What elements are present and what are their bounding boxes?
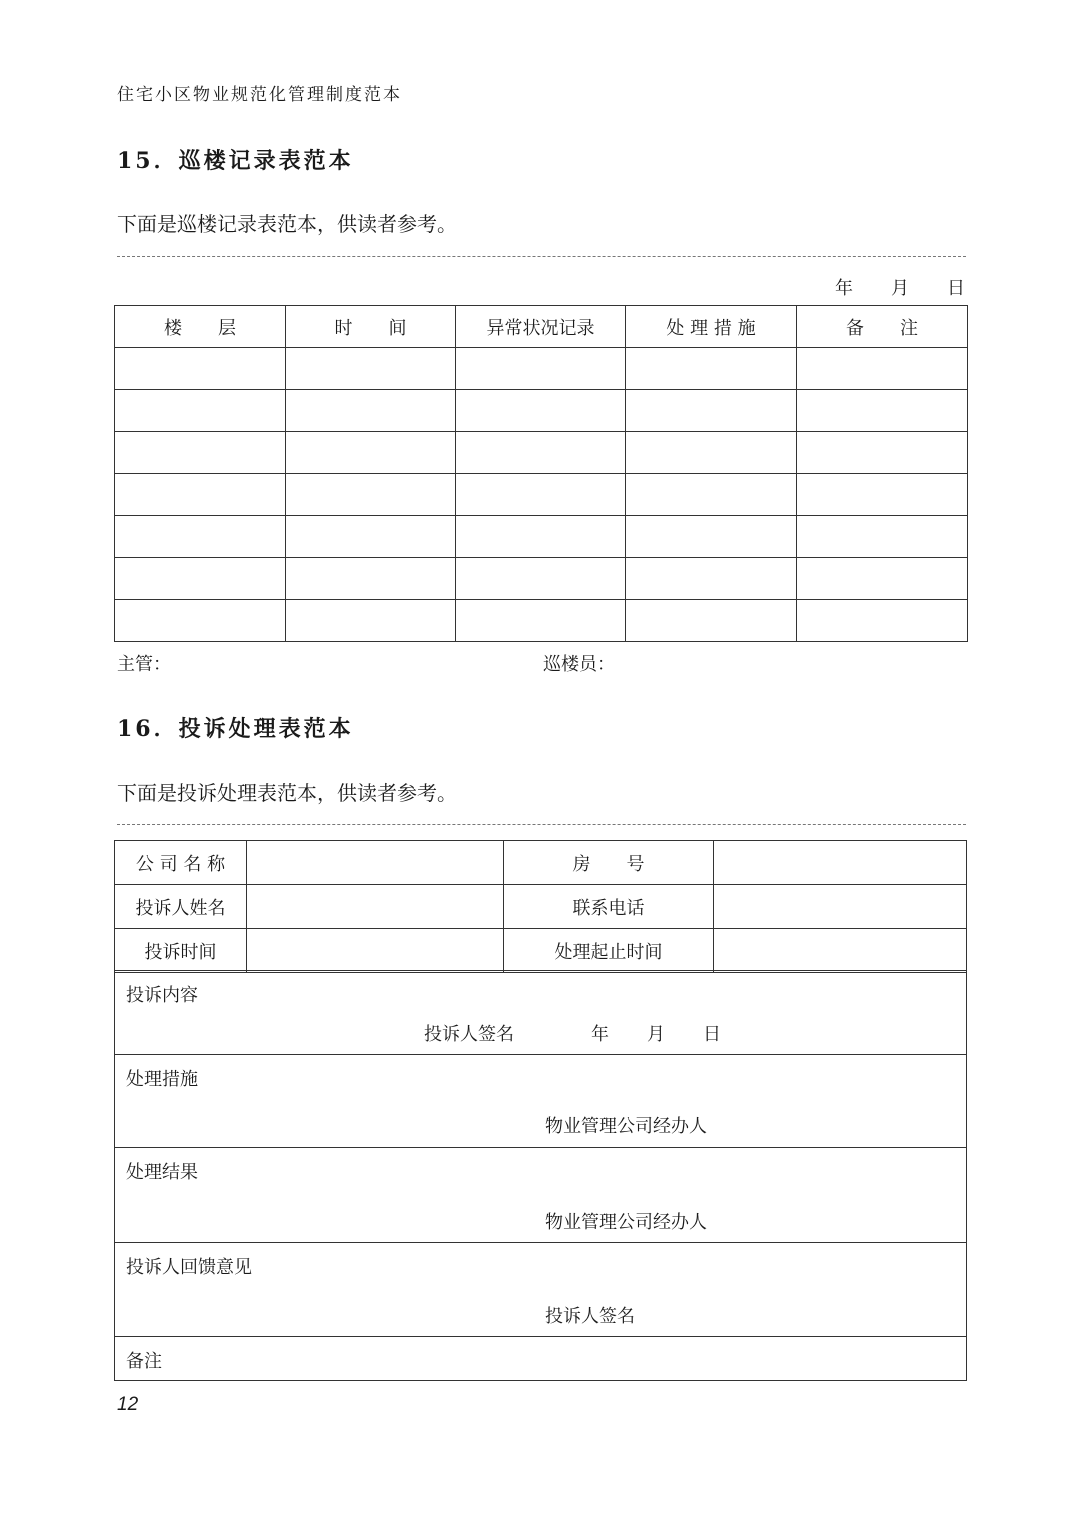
complaint-content-block[interactable] bbox=[115, 971, 967, 1055]
column-header-measures: 处 理 措 施 bbox=[626, 306, 797, 348]
table-row bbox=[115, 1148, 967, 1243]
table-row bbox=[115, 432, 968, 474]
page-number: 12 bbox=[117, 1394, 139, 1415]
table-row bbox=[115, 1243, 967, 1337]
table-row bbox=[115, 390, 968, 432]
table-cell[interactable] bbox=[456, 516, 626, 558]
table-cell[interactable] bbox=[626, 558, 797, 600]
table-row bbox=[115, 1337, 967, 1381]
complaint-table-blocks bbox=[114, 970, 967, 1381]
table-cell[interactable] bbox=[797, 516, 968, 558]
table-cell[interactable] bbox=[115, 390, 286, 432]
table-cell[interactable] bbox=[797, 432, 968, 474]
table-cell[interactable] bbox=[797, 600, 968, 642]
section-15-intro: 下面是巡楼记录表范本，供读者参考。 bbox=[117, 212, 457, 236]
section-15-title: 15．巡楼记录表范本 bbox=[117, 148, 354, 174]
table-cell[interactable] bbox=[626, 516, 797, 558]
dashed-divider bbox=[117, 824, 966, 825]
patrol-table-header-row bbox=[115, 306, 968, 348]
table-cell[interactable] bbox=[456, 432, 626, 474]
content-year-label: 年 bbox=[591, 1024, 609, 1045]
result-label: 处理结果 bbox=[126, 1162, 198, 1183]
column-header-floor: 楼 层 bbox=[115, 306, 286, 348]
table-cell[interactable] bbox=[797, 558, 968, 600]
supervisor-label: 主管： bbox=[117, 654, 171, 675]
table-cell[interactable] bbox=[286, 600, 456, 642]
table-cell[interactable] bbox=[456, 558, 626, 600]
table-cell[interactable] bbox=[115, 432, 286, 474]
date-day-label: 日 bbox=[947, 278, 965, 299]
table-cell[interactable] bbox=[115, 516, 286, 558]
company-name-label: 公 司 名 称 bbox=[115, 841, 247, 885]
table-row bbox=[115, 474, 968, 516]
complainant-name-label: 投诉人姓名 bbox=[115, 885, 247, 929]
complaint-time-field[interactable] bbox=[247, 929, 504, 973]
table-cell[interactable] bbox=[115, 558, 286, 600]
table-cell[interactable] bbox=[456, 600, 626, 642]
result-handler-label: 物业管理公司经办人 bbox=[545, 1212, 707, 1233]
measures-label: 处理措施 bbox=[126, 1069, 198, 1090]
table-row bbox=[115, 971, 967, 1055]
result-block[interactable] bbox=[115, 1148, 967, 1243]
patroller-label: 巡楼员： bbox=[543, 654, 615, 675]
table-row bbox=[115, 600, 968, 642]
table-cell[interactable] bbox=[456, 474, 626, 516]
content-day-label: 日 bbox=[703, 1024, 721, 1045]
phone-label: 联系电话 bbox=[504, 885, 714, 929]
table-cell[interactable] bbox=[626, 348, 797, 390]
remarks-label: 备注 bbox=[126, 1351, 162, 1372]
table-cell[interactable] bbox=[115, 474, 286, 516]
process-period-label: 处理起止时间 bbox=[504, 929, 714, 973]
complainant-sign-label: 投诉人签名 bbox=[424, 1024, 514, 1045]
column-header-remarks: 备 注 bbox=[797, 306, 968, 348]
table-cell[interactable] bbox=[797, 348, 968, 390]
table-cell[interactable] bbox=[626, 432, 797, 474]
table-cell[interactable] bbox=[286, 390, 456, 432]
date-month-label: 月 bbox=[891, 278, 909, 299]
table-row bbox=[115, 516, 968, 558]
column-header-anomaly: 异常状况记录 bbox=[456, 306, 626, 348]
table-row bbox=[115, 929, 967, 973]
feedback-sign-label: 投诉人签名 bbox=[545, 1306, 635, 1327]
patrol-record-table bbox=[114, 305, 968, 642]
date-year-label: 年 bbox=[835, 278, 853, 299]
section-16-title: 16．投诉处理表范本 bbox=[117, 716, 354, 742]
table-cell[interactable] bbox=[456, 390, 626, 432]
room-no-field[interactable] bbox=[714, 841, 967, 885]
measures-handler-label: 物业管理公司经办人 bbox=[545, 1116, 707, 1137]
table-cell[interactable] bbox=[115, 600, 286, 642]
table-cell[interactable] bbox=[456, 348, 626, 390]
feedback-block[interactable] bbox=[115, 1243, 967, 1337]
table-row bbox=[115, 348, 968, 390]
table-cell[interactable] bbox=[115, 348, 286, 390]
complaint-table-fields bbox=[114, 840, 967, 973]
complaint-content-label: 投诉内容 bbox=[126, 985, 198, 1006]
phone-field[interactable] bbox=[714, 885, 967, 929]
running-header: 住宅小区物业规范化管理制度范本 bbox=[117, 85, 402, 105]
dashed-divider bbox=[117, 256, 966, 257]
remarks-block[interactable] bbox=[115, 1337, 967, 1381]
process-period-field[interactable] bbox=[714, 929, 967, 973]
measures-block[interactable] bbox=[115, 1055, 967, 1148]
table-cell[interactable] bbox=[286, 558, 456, 600]
table-row bbox=[115, 558, 968, 600]
table-cell[interactable] bbox=[626, 474, 797, 516]
room-no-label: 房 号 bbox=[504, 841, 714, 885]
table-cell[interactable] bbox=[286, 432, 456, 474]
complainant-name-field[interactable] bbox=[247, 885, 504, 929]
content-month-label: 月 bbox=[647, 1024, 665, 1045]
table-cell[interactable] bbox=[797, 390, 968, 432]
column-header-time: 时 间 bbox=[286, 306, 456, 348]
table-cell[interactable] bbox=[626, 390, 797, 432]
complaint-time-label: 投诉时间 bbox=[115, 929, 247, 973]
table-cell[interactable] bbox=[626, 600, 797, 642]
table-row bbox=[115, 1055, 967, 1148]
company-name-field[interactable] bbox=[247, 841, 504, 885]
section-16-intro: 下面是投诉处理表范本，供读者参考。 bbox=[117, 781, 457, 805]
feedback-label: 投诉人回馈意见 bbox=[126, 1257, 252, 1278]
table-cell[interactable] bbox=[286, 516, 456, 558]
table-cell[interactable] bbox=[797, 474, 968, 516]
table-cell[interactable] bbox=[286, 474, 456, 516]
table-row bbox=[115, 885, 967, 929]
table-cell[interactable] bbox=[286, 348, 456, 390]
table-row bbox=[115, 841, 967, 885]
